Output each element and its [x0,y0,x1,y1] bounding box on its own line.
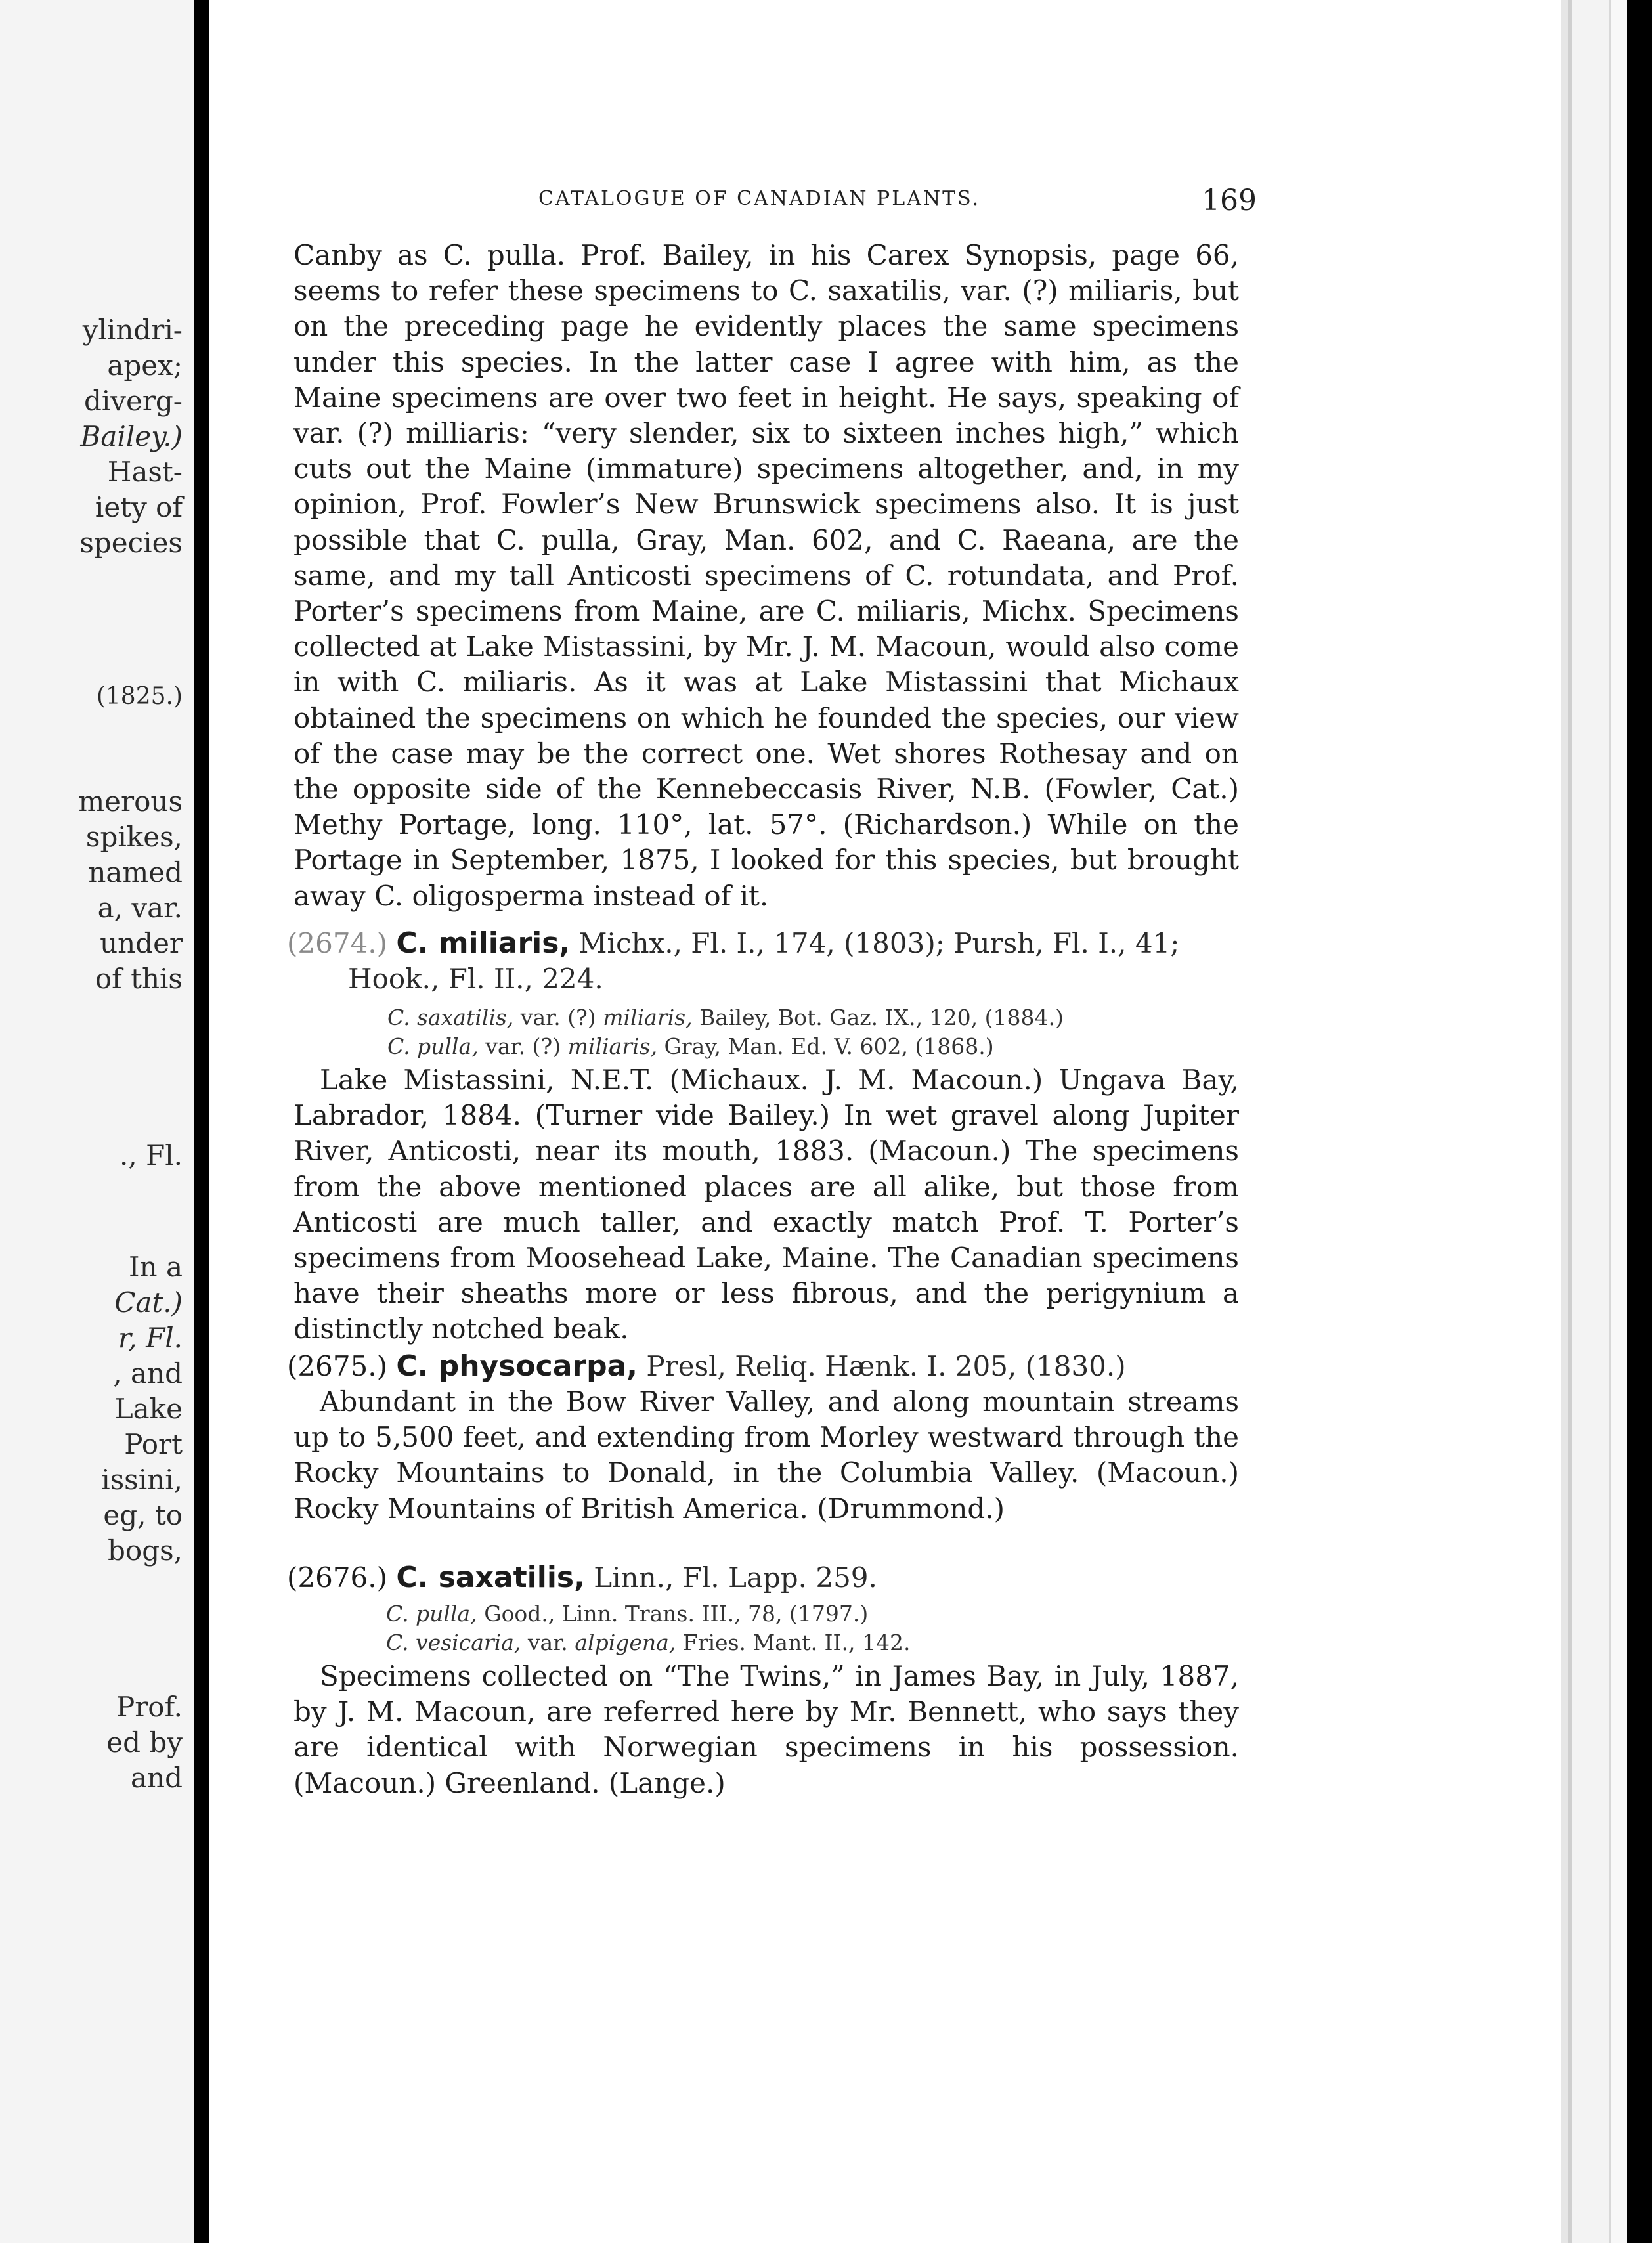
left-fragment: merous [78,785,183,817]
left-fragment: Bailey.) [80,420,183,452]
entry-paragraph: Abundant in the Bow River Valley, and along mountain streams up to 5,500 feet, and extending from Morley westward through the Rocky Mountains to Donald, in the Columbia Valley. (Macoun.) Rocky Mountains of British America. (Drummond.) [293,1385,1239,1525]
left-fragment: ed by [106,1726,183,1758]
left-fragment: diverg- [83,385,183,417]
left-fragment: eg, to [103,1499,183,1531]
synonym-line [387,1032,994,1061]
entry-reference: Hook., Fl. II., 224. [348,963,603,995]
synonym-line [387,1003,1064,1032]
synonym-name: C. pulla, [387,1034,479,1059]
entry-number: (2676.) [287,1561,388,1594]
entry-heading [287,926,1246,961]
left-fragment: spikes, [85,821,183,853]
page-number: 169 [1202,184,1257,217]
entry-reference: Linn., Fl. Lapp. 259. [594,1561,877,1594]
synonym-citation: Bailey, Bot. Gaz. IX., 120, (1884.) [699,1005,1064,1030]
left-fragment: bogs, [108,1535,183,1567]
left-fragment: issini, [101,1464,183,1496]
left-fragment: ., Fl. [120,1139,183,1171]
page-edge [1572,0,1609,2243]
synonym-rank: var. (?) [520,1005,596,1030]
left-fragment: , and [113,1357,183,1389]
synonym-name: miliaris, [567,1034,657,1059]
scan-border-right [1627,0,1652,2243]
synonym-name: C. saxatilis, [387,1005,514,1030]
synonym-line [386,1600,868,1628]
continuation-paragraph: Canby as C. pulla. Prof. Bailey, in his Carex Synopsis, page 66, seems to refer these specimens to C. saxatilis, var. (?) miliaris, but on the preceding page he evidently places the same specimens under this species. In the latter case I agree with him, as the Maine specimens are over two feet in height. He says, speaking of var. (?) milliaris: “very slender, six to sixteen inches high,” which cuts out the Maine (immature) specimens altogether, and, in my opinion, Prof. Fowler’s New Brunswick specimens also. It is just possible that C. pulla, Gray, Man. 602, and C. Raeana, are the same, and my tall Anticosti specimens of C. rotundata, and Prof. Porter’s specimens from Maine, are C. miliaris, Michx. Specimens collected at Lake Mistassini, by Mr. J. M. Macoun, would also come in with C. miliaris. As it was at Lake Mistassini that Michaux obtained the specimens on which he founded the species, our view of the case may be the correct one. Wet shores Rothesay and on the opposite side of the Kennebeccasis River, N.B. (Fowler, Cat.) Methy Portage, long. 110°, lat. 57°. (Richardson.) While on the Portage in September, 1875, I looked for this species, but brought away C. oligosperma instead of it. [293,239,1239,912]
species-name: C. saxatilis, [396,1561,585,1594]
left-fragment: species [79,527,183,559]
left-fragment: (1825.) [96,683,183,710]
entry-reference-continued [348,961,1307,997]
entry-reference: Presl, Reliq. Hænk. I. 205, (1830.) [646,1350,1126,1382]
synonym-citation: Good., Linn. Trans. III., 78, (1797.) [484,1601,869,1626]
left-fragment: Lake [114,1393,183,1425]
left-fragment: Prof. [116,1691,183,1723]
entry-reference: Michx., Fl. I., 174, (1803); Pursh, Fl. I., 41; [578,927,1180,959]
left-fragment: apex; [107,349,183,381]
synonym-line [386,1628,910,1657]
synonym-citation: Gray, Man. Ed. V. 602, (1868.) [664,1034,994,1059]
left-fragment: r, Fl. [118,1322,183,1354]
synonym-name: C. pulla, [386,1601,477,1626]
left-fragment: In a [128,1251,183,1283]
facing-page-left [0,0,194,2243]
left-fragment: named [88,856,183,888]
entry-paragraph: Specimens collected on “The Twins,” in James Bay, in July, 1887, by J. M. Macoun, are referred here by Mr. Bennett, who says they are identical with Norwegian specimens in his possession. (Macoun.) Greenland. (Lange.) [293,1660,1239,1799]
left-fragment: iety of [95,491,183,523]
synonym-name: alpigena, [575,1630,676,1655]
synonym-rank: var. [527,1630,568,1655]
entry-paragraph: Lake Mistassini, N.E.T. (Michaux. J. M. Macoun.) Ungava Bay, Labrador, 1884. (Turner vide Bailey.) In wet gravel along Jupiter River, Anticosti, near its mouth, 1883. (Macoun.) The specimens from the above mentioned places are all alike, but those from Anticosti are much taller, and exactly match Prof. T. Porter’s specimens from Moosehead Lake, Maine. The Canadian specimens have their sheaths more or less fibrous, and the perigynium a distinctly notched beak. [293,1064,1239,1345]
left-fragment: Hast- [107,456,183,488]
entry-heading [287,1349,1246,1384]
scan-border-left [194,0,209,2243]
left-fragment: under [100,927,183,959]
left-fragment: Port [124,1428,183,1460]
entry-number: (2675.) [287,1350,388,1382]
synonym-rank: var. (?) [485,1034,561,1059]
left-fragment: and [131,1762,183,1794]
left-fragment: of this [95,963,183,995]
synonym-citation: Fries. Mant. II., 142. [682,1630,911,1655]
page-edge [1561,0,1568,2243]
synonym-name: miliaris, [603,1005,693,1030]
left-fragment: Cat.) [114,1286,183,1318]
species-name: C. physocarpa, [396,1349,638,1383]
left-fragment: a, var. [97,892,183,924]
left-fragment: ylindri- [82,314,183,346]
running-title: CATALOGUE OF CANADIAN PLANTS. [538,187,981,210]
entry-number: (2674.) [287,927,388,959]
page-edge [1611,0,1627,2243]
species-name: C. miliaris, [396,926,571,960]
synonym-name: C. vesicaria, [386,1630,521,1655]
entry-heading [287,1560,1246,1596]
